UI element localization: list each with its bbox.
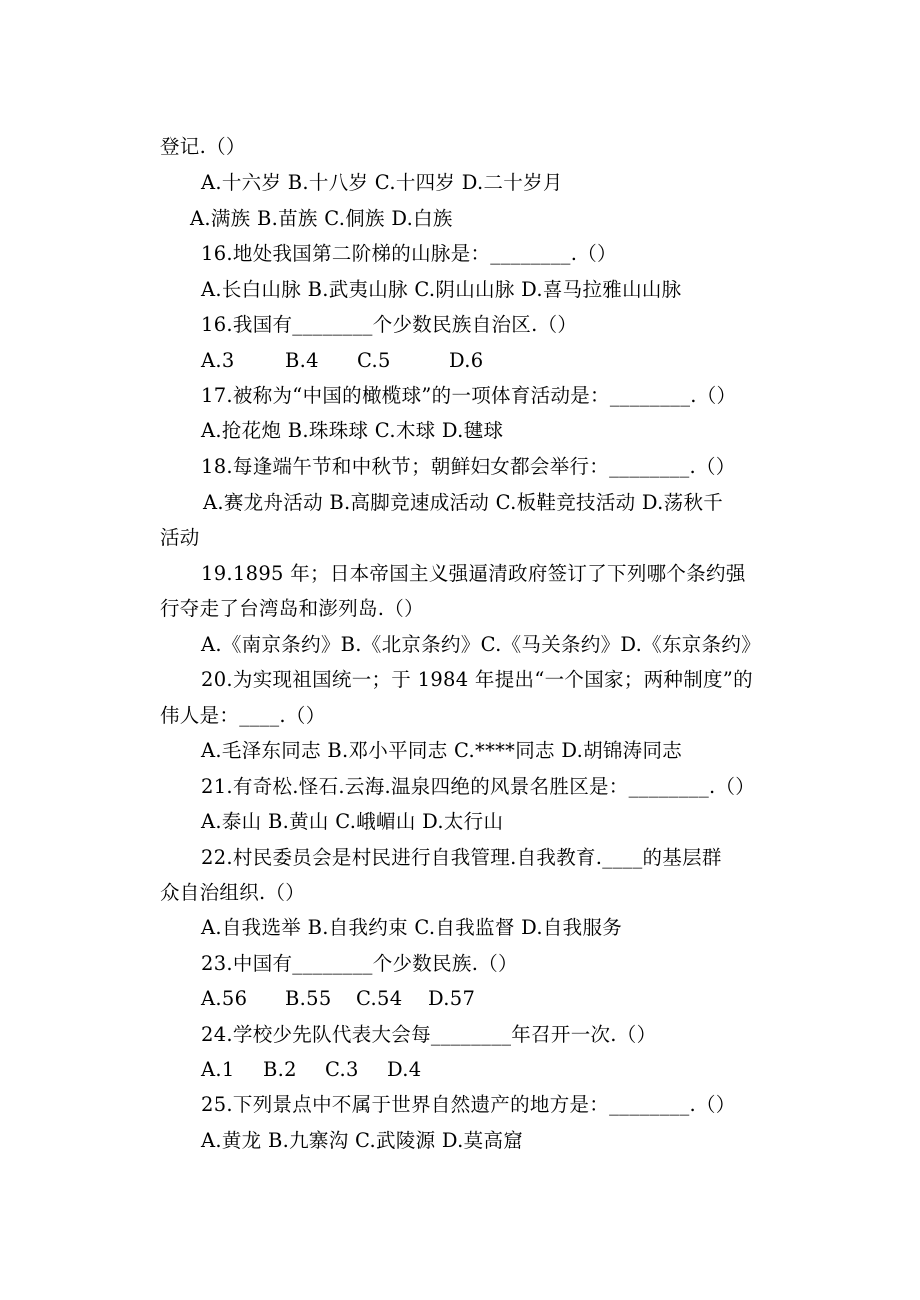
text-line: 行夺走了台湾岛和澎列岛.（） <box>160 597 424 620</box>
options-line: A.泰山 B.黄山 C.峨嵋山 D.太行山 <box>201 810 504 833</box>
option-a: A.3 <box>201 349 235 372</box>
options-line: A.赛龙舟活动 B.高脚竞速成活动 C.板鞋竞技活动 D.荡秋千 <box>203 491 724 514</box>
option-b: B.2 <box>263 1058 297 1081</box>
option-c: C.54 <box>356 987 403 1010</box>
options-line <box>201 348 483 374</box>
text-line: 登记.（） <box>160 135 246 158</box>
question-21: 21.有奇松.怪石.云海.温泉四绝的风景名胜区是：________.（） <box>201 775 756 798</box>
option-c: C.5 <box>357 349 391 372</box>
options-line: A.毛泽东同志 B.邓小平同志 C.****同志 D.胡锦涛同志 <box>201 739 683 762</box>
text-line: 活动 <box>160 526 200 549</box>
options-line: A.黄龙 B.九寨沟 C.武陵源 D.莫高窟 <box>201 1129 524 1152</box>
option-c: C.3 <box>325 1058 359 1081</box>
option-d: D.4 <box>387 1058 422 1081</box>
question-17: 17.被称为“中国的橄榄球”的一项体育活动是：________.（） <box>201 384 737 407</box>
text-line: 伟人是：____.（） <box>160 704 326 727</box>
option-d: D.6 <box>449 349 484 372</box>
options-line <box>201 986 475 1012</box>
options-line: A.《南京条约》B.《北京条约》C.《马关条约》D.《东京条约》 <box>201 633 761 656</box>
question-18: 18.每逢端午节和中秋节；朝鲜妇女都会举行：________.（） <box>201 455 736 478</box>
options-line <box>201 1057 421 1083</box>
option-a: A.56 <box>201 987 248 1010</box>
option-a: A.1 <box>201 1058 235 1081</box>
question-20: 20.为实现祖国统一；于 1984 年提出“一个国家；两种制度”的 <box>201 668 753 691</box>
options-line: A.自我选举 B.自我约束 C.自我监督 D.自我服务 <box>201 916 623 939</box>
question-23: 23.中国有________个少数民族.（） <box>201 952 518 975</box>
question-16b: 16.我国有________个少数民族自治区.（） <box>201 313 578 336</box>
question-25: 25.下列景点中不属于世界自然遗产的地方是：________.（） <box>201 1093 736 1116</box>
question-19: 19.1895 年；日本帝国主义强逼清政府签订了下列哪个条约强 <box>201 562 746 585</box>
option-b: B.55 <box>285 987 332 1010</box>
options-line: A.满族 B.苗族 C.侗族 D.白族 <box>190 207 453 230</box>
options-line: A.长白山脉 B.武夷山脉 C.阴山山脉 D.喜马拉雅山山脉 <box>201 278 682 301</box>
option-b: B.4 <box>285 349 319 372</box>
question-24: 24.学校少先队代表大会每________年召开一次.（） <box>201 1023 657 1046</box>
text-line: 众自治组织.（） <box>160 881 306 904</box>
options-line: A.抢花炮 B.珠珠球 C.木球 D.毽球 <box>201 419 504 442</box>
question-22: 22.村民委员会是村民进行自我管理.自我教育.____的基层群 <box>201 846 722 869</box>
question-16a: 16.地处我国第二阶梯的山脉是：________.（） <box>201 242 617 265</box>
options-line: A.十六岁 B.十八岁 C.十四岁 D.二十岁月 <box>201 171 563 194</box>
option-d: D.57 <box>428 987 476 1010</box>
